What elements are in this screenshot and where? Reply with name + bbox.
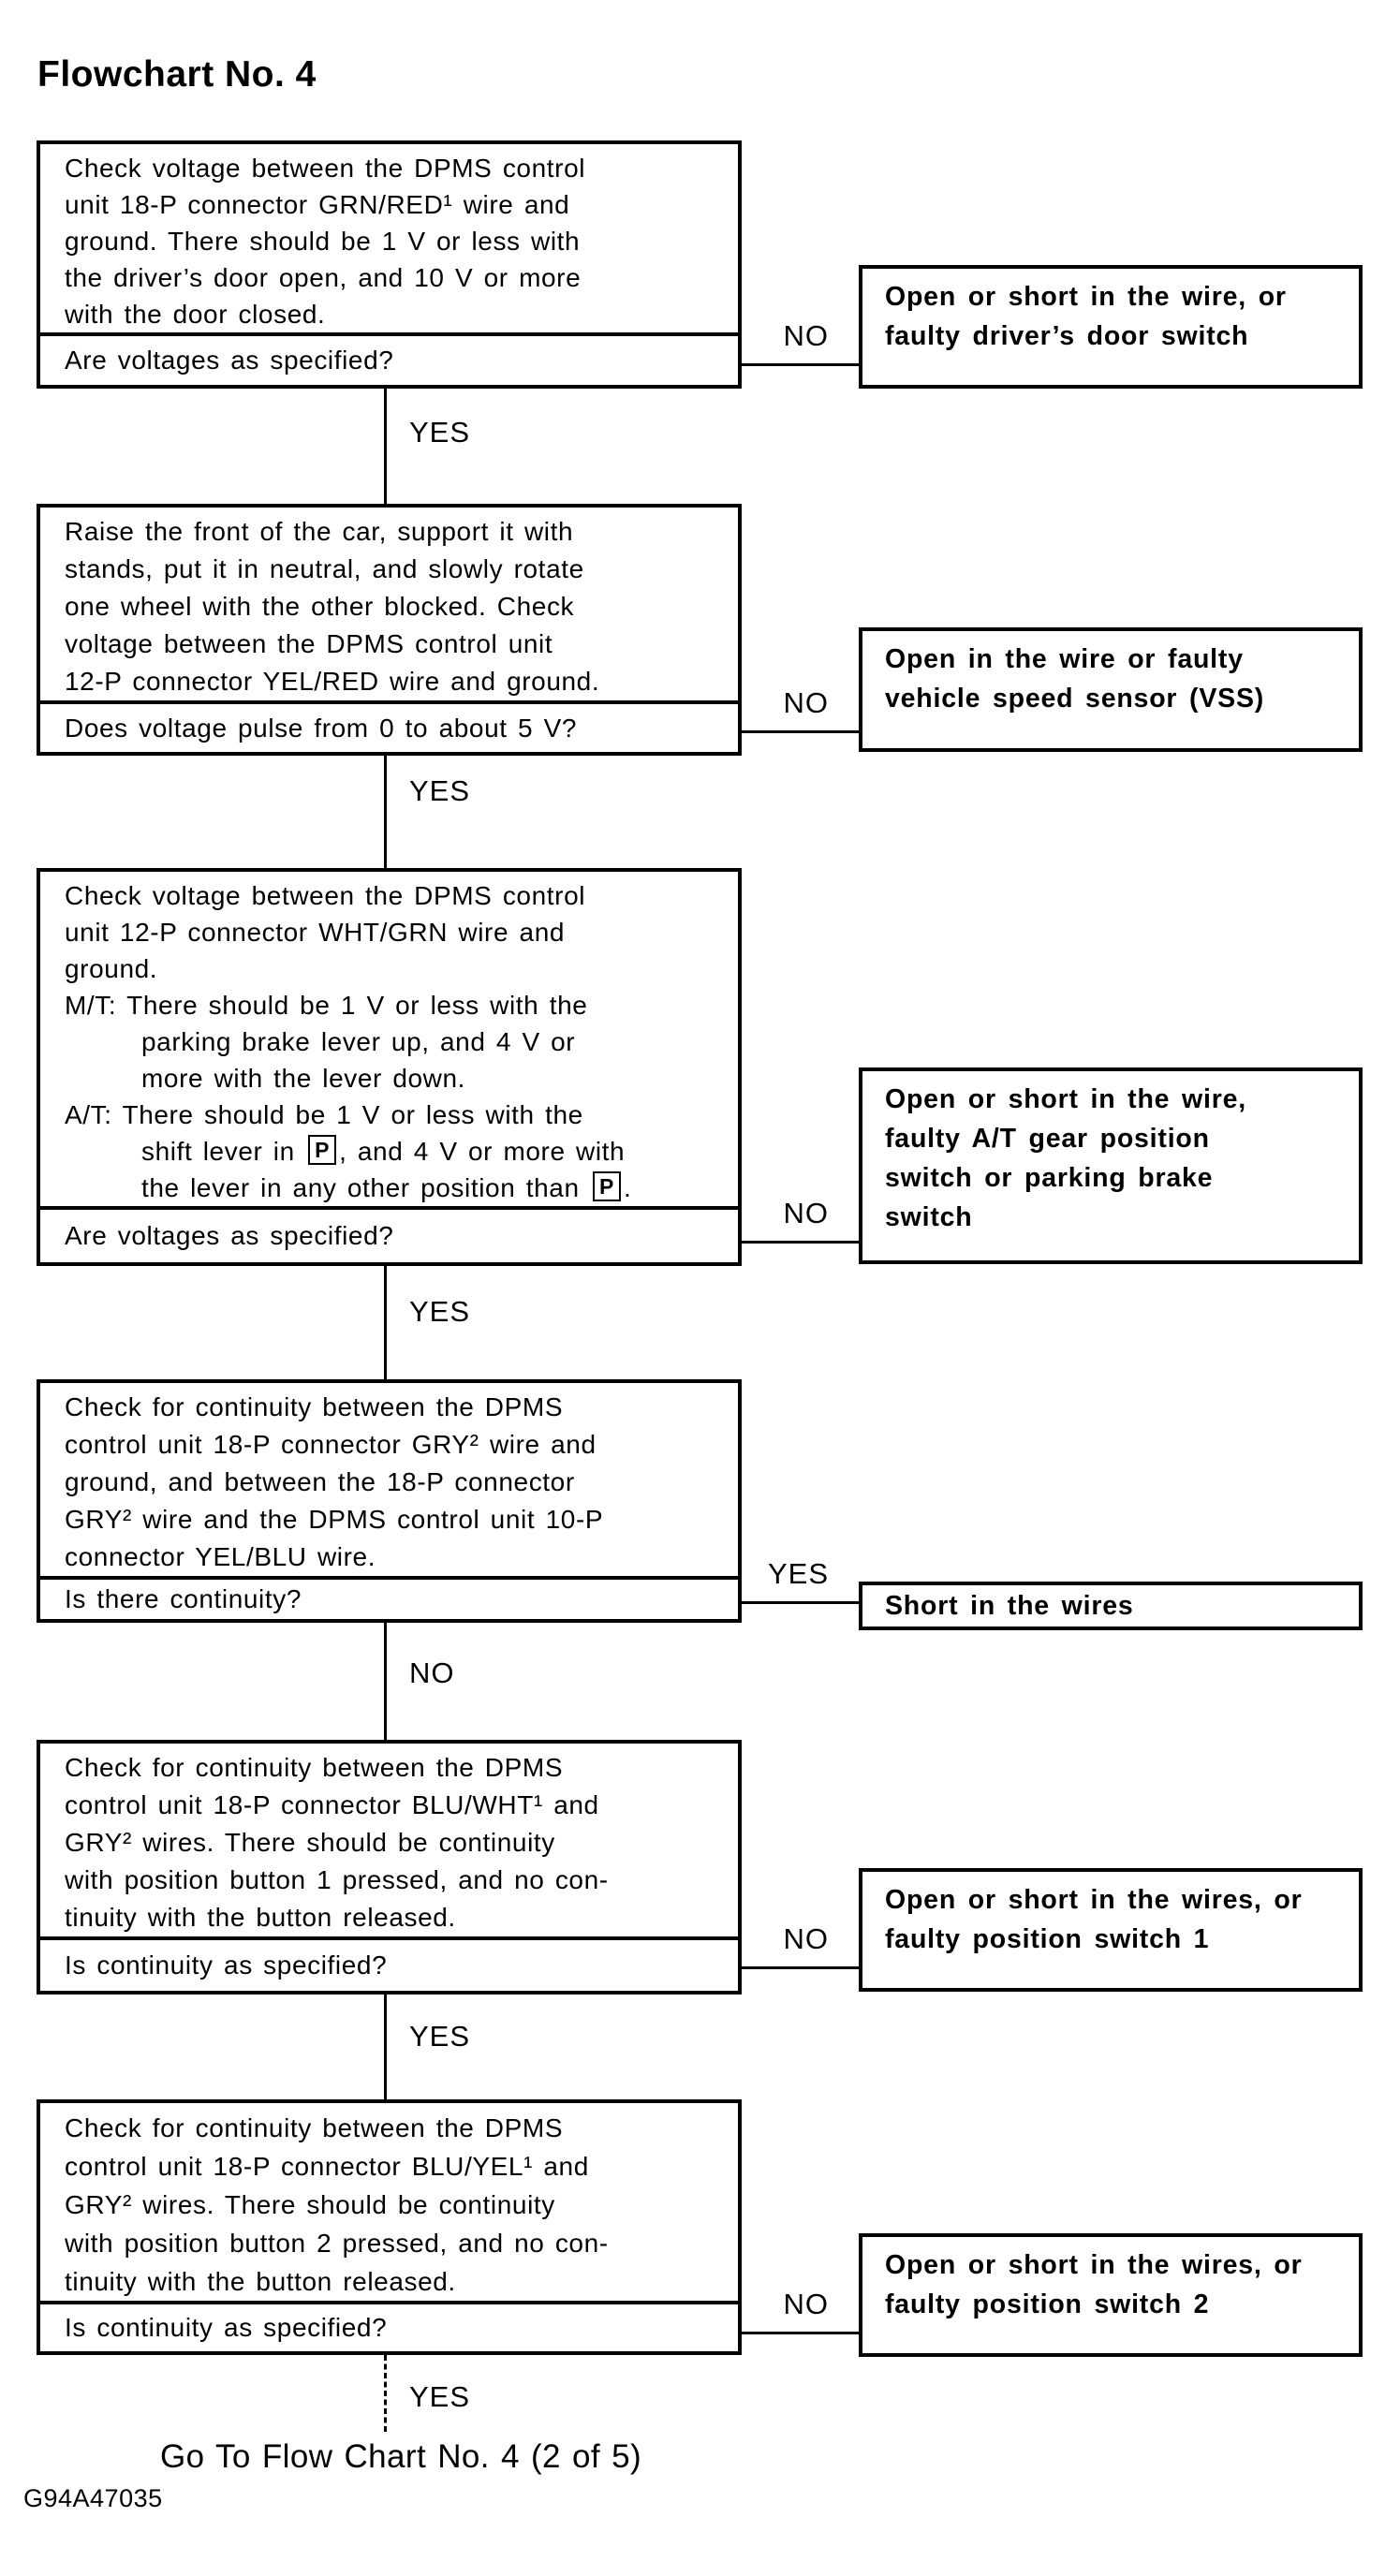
step-3-body-line: more with the lever down. [141, 1064, 466, 1093]
step-1-body-line: Check voltage between the DPMS control [65, 154, 586, 183]
result-2-text: vehicle speed sensor (VSS) [885, 684, 1265, 714]
step-2-body-line: 12-P connector YEL/RED wire and ground. [65, 667, 600, 696]
connector-step-2-down [384, 756, 387, 868]
branch-label-6-no: NO [783, 2288, 829, 2320]
step-2-body-line: stands, put it in neutral, and slowly rotate [65, 554, 584, 583]
step-3-body-line: parking brake lever up, and 4 V or [141, 1027, 576, 1056]
step-2-body-line: voltage between the DPMS control unit [65, 629, 553, 658]
step-2-body-line: one wheel with the other blocked. Check [65, 592, 575, 621]
branch-label-1-no: NO [783, 319, 829, 352]
step-5-question: Is continuity as specified? [40, 1936, 738, 1991]
branch-label-3-yes: YES [409, 1295, 471, 1328]
step-5-body-line: GRY² wires. There should be continuity [65, 1828, 555, 1857]
result-6-text: Open or short in the wires, or [885, 2250, 1303, 2280]
step-5-body-line: with position button 1 pressed, and no con- [65, 1865, 609, 1894]
figure-code: G94A47035 [23, 2484, 163, 2512]
step-5-body [40, 1744, 738, 1936]
result-3-text: switch or parking brake [885, 1163, 1214, 1193]
result-3-text: faulty A/T gear position [885, 1124, 1210, 1154]
step-5-body-line: tinuity with the button released. [65, 1903, 456, 1932]
result-2-box [859, 627, 1363, 752]
step-3-body-line: shift lever in P , and 4 V or more with [141, 1137, 626, 1166]
step-5-body-line: control unit 18-P connector BLU/WHT¹ and [65, 1790, 599, 1819]
step-1-body-line: unit 18-P connector GRN/RED¹ wire and [65, 190, 570, 219]
step-5-body-line: Check for continuity between the DPMS [65, 1753, 564, 1782]
step-3-body-line: unit 12-P connector WHT/GRN wire and [65, 918, 566, 947]
step-4-body-line: connector YEL/BLU wire. [65, 1542, 376, 1571]
result-6-text: faulty position switch 2 [885, 2289, 1210, 2319]
step-2-body-line: Raise the front of the car, support it with [65, 517, 574, 546]
result-1-text: faulty driver’s door switch [885, 321, 1249, 351]
park-position-P-icon: P [308, 1135, 336, 1165]
result-1-text: Open or short in the wire, or [885, 282, 1287, 312]
connector-step-6-down [384, 2355, 390, 2432]
step-1-body-line: with the door closed. [65, 300, 326, 329]
step-2-box [37, 504, 742, 756]
result-3-text: Open or short in the wire, [885, 1084, 1247, 1114]
result-1-box [859, 265, 1363, 389]
step-1-body-line: the driver’s door open, and 10 V or more [65, 263, 582, 292]
result-3-text: switch [885, 1202, 973, 1232]
step-6-box [37, 2099, 742, 2355]
page-title: Flowchart No. 4 [37, 54, 317, 95]
step-3-body-line: the lever in any other position than P . [141, 1173, 632, 1202]
result-3-box [859, 1067, 1363, 1264]
step-4-body-line: Check for continuity between the DPMS [65, 1392, 564, 1421]
connector-step-5-down [384, 1995, 387, 2099]
step-4-body-line: GRY² wire and the DPMS control unit 10-P [65, 1505, 604, 1534]
result-4-text: Short in the wires [885, 1591, 1134, 1621]
step-3-body-line: A/T: There should be 1 V or less with the [65, 1100, 583, 1129]
step-3-body-line: ground. [65, 954, 158, 983]
connector-step-3-down [384, 1266, 387, 1379]
step-1-body-line: ground. There should be 1 V or less with [65, 227, 581, 256]
branch-label-2-yes: YES [409, 774, 471, 807]
connector-step-1-down [384, 389, 387, 504]
goto-next-chart-label: Go To Flow Chart No. 4 (2 of 5) [160, 2438, 642, 2475]
step-4-box [37, 1379, 742, 1623]
branch-label-6-yes: YES [409, 2380, 471, 2413]
step-6-body-line: control unit 18-P connector BLU/YEL¹ and [65, 2152, 589, 2181]
step-4-body-line: control unit 18-P connector GRY² wire and [65, 1430, 597, 1459]
step-3-box [37, 868, 742, 1266]
step-2-question: Does voltage pulse from 0 to about 5 V? [40, 700, 738, 752]
result-5-box [859, 1868, 1363, 1992]
step-3-question: Are voltages as specified? [40, 1206, 738, 1262]
step-1-question: Are voltages as specified? [40, 332, 738, 385]
connector-step-5-right [742, 1966, 859, 1969]
step-6-question: Is continuity as specified? [40, 2301, 738, 2351]
step-4-body [40, 1383, 738, 1576]
step-6-body-line: Check for continuity between the DPMS [65, 2113, 564, 2142]
result-2-text: Open in the wire or faulty [885, 644, 1244, 674]
connector-step-3-right [742, 1241, 859, 1244]
step-1-box [37, 140, 742, 389]
branch-label-5-no: NO [783, 1922, 829, 1955]
step-6-body-line: tinuity with the button released. [65, 2267, 456, 2296]
step-1-body [40, 144, 738, 332]
connector-step-2-right [742, 730, 859, 733]
branch-label-4-yes: YES [767, 1557, 829, 1590]
branch-label-2-no: NO [783, 686, 829, 719]
connector-step-1-right [742, 363, 859, 366]
connector-step-4-down [384, 1623, 387, 1740]
step-5-box [37, 1740, 742, 1995]
step-3-body [40, 872, 738, 1206]
result-6-box [859, 2233, 1363, 2357]
step-4-question: Is there continuity? [40, 1576, 738, 1619]
result-5-text: Open or short in the wires, or [885, 1885, 1303, 1915]
step-6-body-line: GRY² wires. There should be continuity [65, 2190, 555, 2219]
step-4-body-line: ground, and between the 18-P connector [65, 1467, 575, 1496]
park-position-P-icon: P [593, 1171, 621, 1201]
branch-label-1-yes: YES [409, 416, 471, 449]
branch-label-3-no: NO [783, 1197, 829, 1229]
step-6-body-line: with position button 2 pressed, and no con- [65, 2229, 609, 2258]
connector-step-4-right [742, 1601, 859, 1604]
step-3-body-line: M/T: There should be 1 V or less with the [65, 991, 588, 1020]
step-3-body-line: Check voltage between the DPMS control [65, 881, 586, 910]
branch-label-4-no: NO [409, 1656, 455, 1689]
step-2-body [40, 508, 738, 700]
result-5-text: faulty position switch 1 [885, 1924, 1210, 1954]
connector-step-6-right [742, 2332, 859, 2334]
branch-label-5-yes: YES [409, 2020, 471, 2053]
step-6-body [40, 2103, 738, 2301]
result-4-box [859, 1582, 1363, 1630]
